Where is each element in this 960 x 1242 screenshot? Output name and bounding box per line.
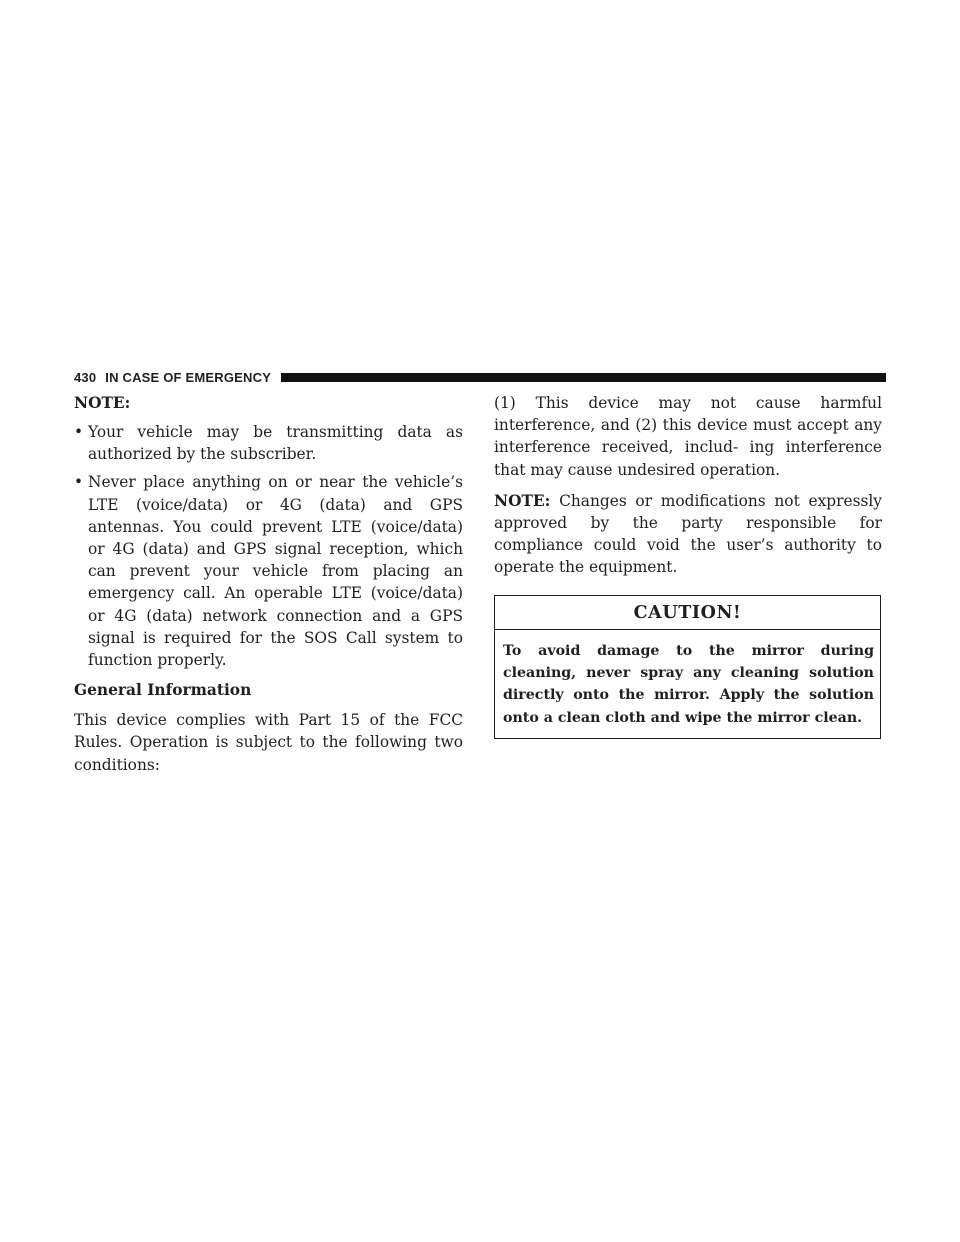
list-item <box>74 421 463 465</box>
caution-box <box>494 595 881 740</box>
general-information-text: This device complies with Part 15 of the FCC Rules. Operation is subject to the following two conditions: <box>74 711 463 774</box>
note-label: NOTE: <box>494 491 551 510</box>
caution-title: CAUTION! <box>495 596 880 630</box>
page-number: 430 <box>74 369 97 385</box>
page-header <box>74 369 886 385</box>
bullet-icon: • <box>74 473 84 492</box>
left-column <box>74 392 463 776</box>
caution-text: To avoid damage to the mirror during cleaning, never spray any cleaning solution directly onto the mirror. Apply the solution onto a clean cloth and wipe the mirror clean. <box>503 642 874 726</box>
list-item <box>74 471 463 671</box>
section-title: IN CASE OF EMERGENCY <box>105 369 272 385</box>
note-text: Changes or modifications not expressly approved by the party responsible for compliance could void the user’s authority to operate the equipment. <box>494 491 882 577</box>
note-paragraph <box>494 490 882 579</box>
right-column <box>494 392 882 739</box>
header-rule <box>281 373 886 382</box>
bullet-text: Never place anything on or near the vehicle’s LTE (voice/data) or 4G (data) and GPS antennas. You could prevent LTE (voice/data) or 4G (data) and GPS signal reception, which can prevent your vehicle from placing an emergency call. An operable LTE (voice/data) or 4G (data) network connection and a GPS signal is required for the SOS Call system to function properly. <box>88 473 463 670</box>
conditions-text: (1) This device may not cause harmful interference, and (2) this device must accept any interference received, includ- ing interference that may cause undesired operation. <box>494 394 882 479</box>
bullet-text: Your vehicle may be transmitting data as authorized by the subscriber. <box>88 423 463 464</box>
general-information-heading: General Information <box>74 681 252 700</box>
note-heading: NOTE: <box>74 394 131 412</box>
bullet-icon: • <box>74 423 84 441</box>
